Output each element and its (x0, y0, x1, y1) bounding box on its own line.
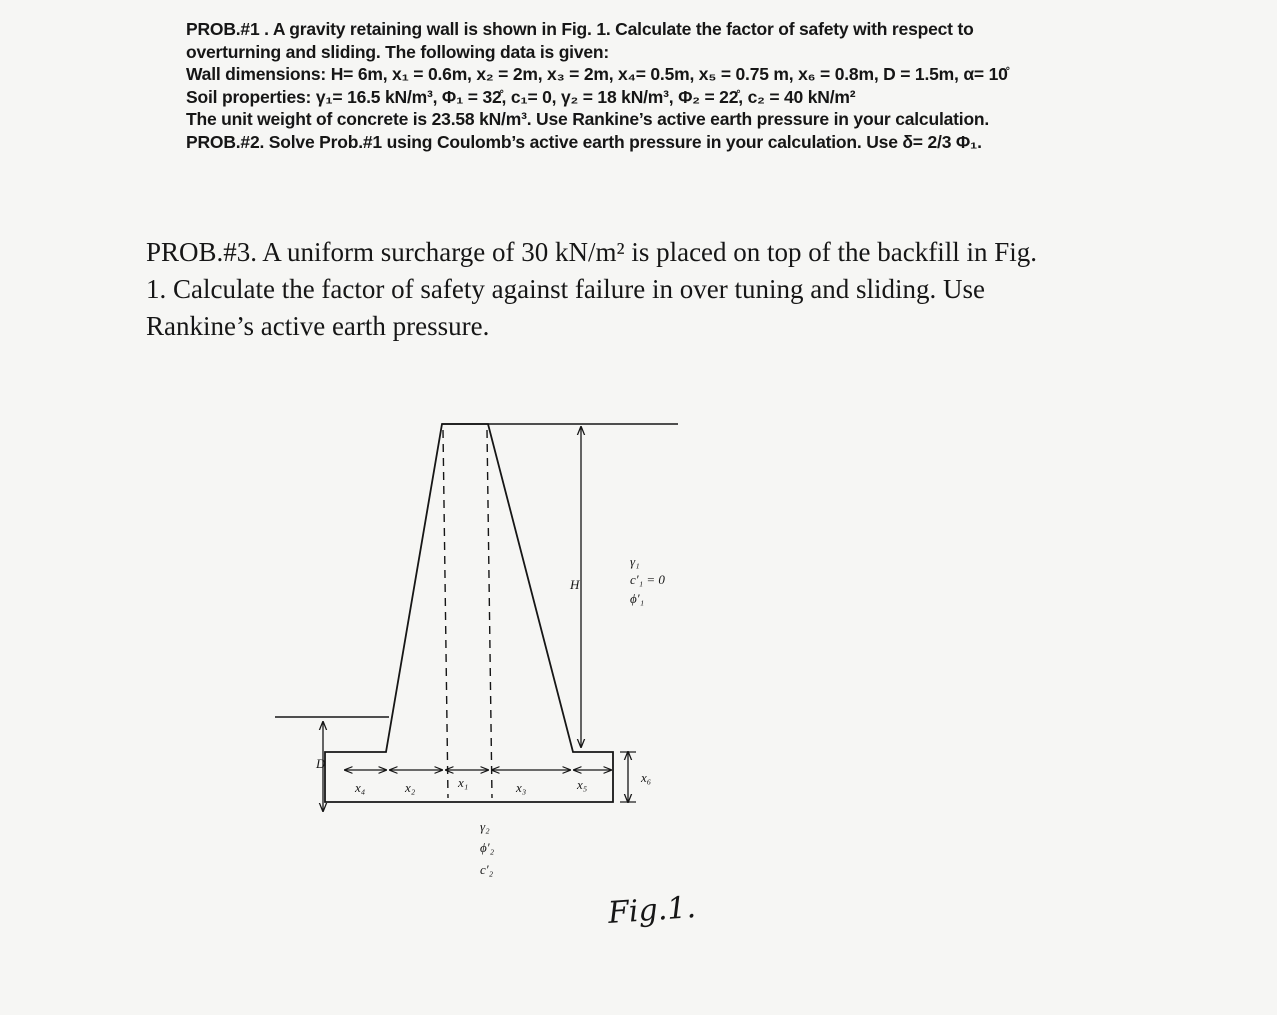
x4-label: x₄ (355, 780, 366, 795)
problem-3-line: 1. Calculate the factor of safety against failure in over tuning and sliding. Use (146, 274, 985, 304)
foundation-unit-weight: γ₂ (480, 819, 490, 834)
x1-label: x₁ (458, 775, 469, 790)
x6-label: x₆ (641, 770, 652, 785)
figure-caption: Fig.1. (606, 889, 697, 932)
gravity-wall-outline (325, 424, 613, 802)
wall-division-line-right (487, 430, 492, 798)
problem-2-line: PROB.#2. Solve Prob.#1 using Coulomb’s active earth pressure in your calculation. Use δ= 2/3 Φ₁. (186, 131, 982, 152)
backfill-cohesion: c′₁ = 0 (630, 572, 665, 587)
foundation-cohesion: c′₂ (480, 862, 494, 877)
x2-label: x₂ (405, 780, 416, 795)
problem-3-line: PROB.#3. A uniform surcharge of 30 kN/m² is placed on top of the backfill in Fig. (146, 237, 1037, 267)
height-label: H (570, 577, 580, 592)
backfill-friction-angle: ϕ′₁ (630, 591, 645, 606)
embedment-label: D (316, 756, 326, 771)
foundation-friction-angle: ϕ′₂ (480, 840, 495, 855)
problem-1-line: PROB.#1 . A gravity retaining wall is shown in Fig. 1. Calculate the factor of safety with respect to (186, 19, 974, 39)
x5-label: x₅ (577, 777, 588, 792)
backfill-unit-weight: γ₁ (630, 554, 640, 569)
problem-1-line: overturning and sliding. The following data is given: (186, 41, 610, 62)
problem-3-line: Rankine’s active earth pressure. (146, 311, 490, 341)
wall-dimensions-line: Wall dimensions: H= 6m, x₁ = 0.6m, x₂ = 2m, x₃ = 2m, x₄= 0.5m, x₅ = 0.75 m, x₆ = 0.8m, D = 1.5m, α= 10̊ (186, 64, 1008, 84)
concrete-weight-line: The unit weight of concrete is 23.58 kN/m³. Use Rankine’s active earth pressure in your calculation. (186, 109, 990, 129)
wall-division-line-left (443, 430, 448, 798)
soil-properties-line: Soil properties: γ₁= 16.5 kN/m³, Φ₁ = 32̊, c₁= 0, γ₂ = 18 kN/m³, Φ₂ = 22̊, c₂ = 40 kN/m² (186, 86, 856, 107)
x3-label: x₃ (516, 780, 527, 795)
